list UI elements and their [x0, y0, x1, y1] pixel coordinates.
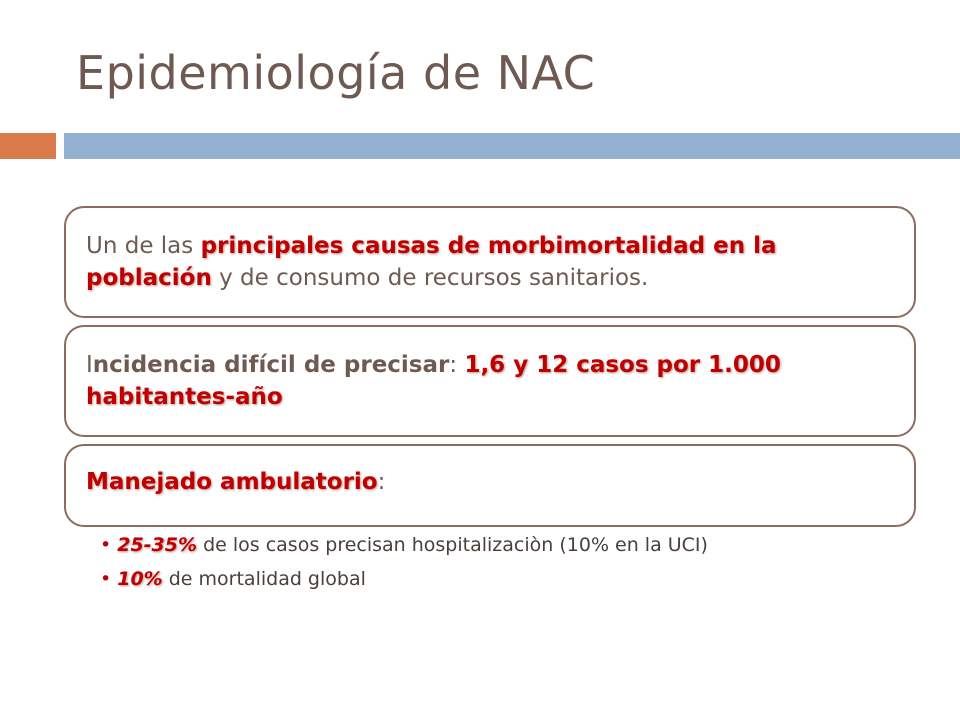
- bullet-dot-icon: •: [100, 534, 112, 556]
- bullet-text: de los casos precisan hospitalizaciòn (10% en la UCI): [197, 534, 708, 556]
- bullet-percentage: 25-35%: [117, 534, 198, 556]
- content-box-morbimortality: [64, 206, 916, 318]
- box3-highlight: Manejado ambulatorio: [86, 468, 378, 495]
- list-item: [100, 562, 708, 596]
- bullet-percentage: 10%: [117, 568, 163, 590]
- box3-colon: :: [377, 468, 386, 495]
- content-box-incidence: [64, 325, 916, 437]
- slide-title: Epidemiología de NAC: [76, 46, 596, 100]
- bullet-text: de mortalidad global: [162, 568, 366, 590]
- bullet-list: [100, 528, 708, 596]
- box2-first-letter: I: [86, 352, 93, 378]
- box1-highlight: principales causas de morbimortalidad en la población: [86, 233, 777, 291]
- accent-bar-orange: [0, 133, 56, 159]
- box1-text: [86, 230, 898, 294]
- content-box-ambulatory: [64, 444, 916, 527]
- box2-bold-text: ncidencia difícil de precisar: [92, 352, 450, 378]
- list-item: [100, 528, 708, 562]
- box3-text: [86, 466, 385, 498]
- bullet-dot-icon: •: [100, 568, 112, 590]
- box2-colon: :: [449, 352, 465, 378]
- accent-bar-blue: [64, 133, 960, 159]
- box1-suffix: y de consumo de recursos sanitarios.: [211, 265, 649, 291]
- box1-prefix: Un de las: [86, 233, 201, 259]
- box2-highlight: 1,6 y 12 casos por 1.000 habitantes-año: [86, 352, 781, 410]
- box2-text: [86, 349, 898, 413]
